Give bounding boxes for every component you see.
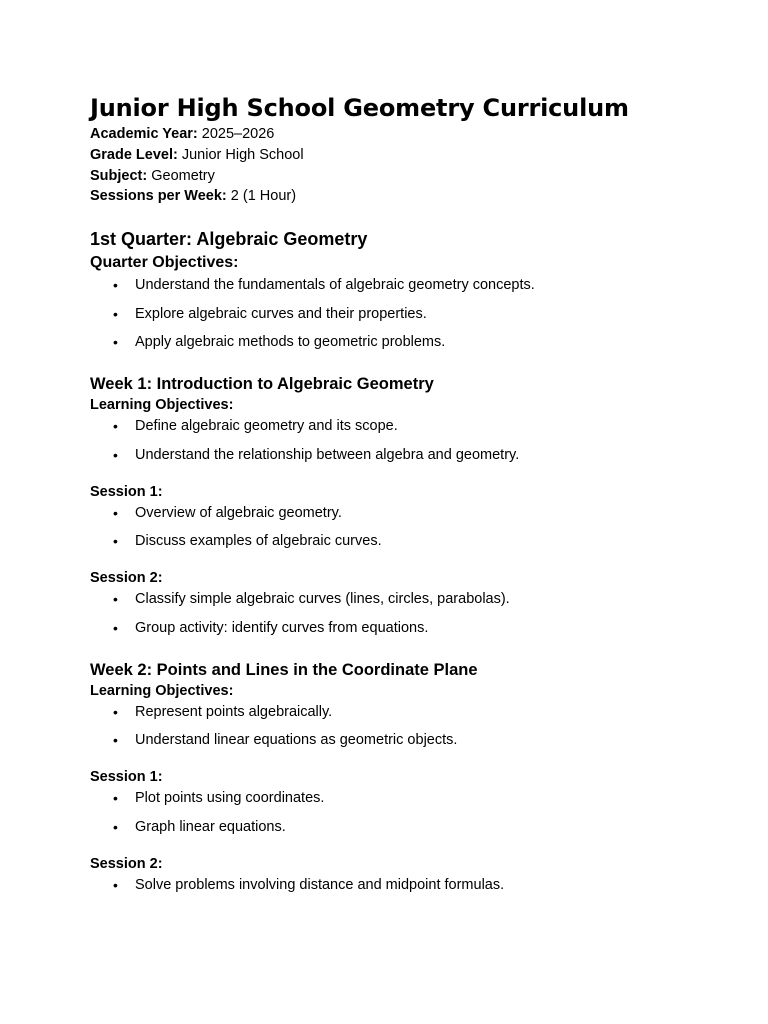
bullet-icon: •	[113, 818, 118, 835]
bullet-icon: •	[113, 277, 118, 294]
bullet-icon: •	[113, 446, 118, 463]
list-item	[90, 817, 710, 837]
quarter-title: 1st Quarter: Algebraic Geometry	[90, 229, 368, 250]
bullet-icon: •	[113, 533, 118, 550]
list-item-text: Apply algebraic methods to geometric problems.	[135, 334, 446, 351]
meta-grade-level	[90, 145, 710, 166]
week-2-objectives-heading: Learning Objectives:	[90, 682, 234, 699]
bullet-icon: •	[113, 703, 118, 720]
list-item-text: Discuss examples of algebraic curves.	[135, 533, 382, 550]
list-item-text: Classify simple algebraic curves (lines, circles, parabolas).	[135, 591, 510, 608]
meta-value: Junior High School	[177, 146, 304, 163]
document-title: Junior High School Geometry Curriculum	[90, 94, 629, 122]
list-item-text: Represent points algebraically.	[135, 703, 333, 720]
meta-label: Grade Level:	[90, 146, 178, 163]
week-1-session-2-heading: Session 2:	[90, 570, 163, 587]
list-item-text: Graph linear equations.	[135, 818, 286, 835]
week-2-title: Week 2: Points and Lines in the Coordinate Plane	[90, 660, 478, 679]
list-item	[90, 702, 710, 722]
week-1-objectives-list	[90, 416, 710, 465]
list-item	[90, 531, 710, 551]
list-item-text: Explore algebraic curves and their properties.	[135, 305, 427, 322]
bullet-icon: •	[113, 504, 118, 521]
week-2-session-2-list	[90, 875, 710, 895]
meta-label: Academic Year:	[90, 126, 198, 142]
bullet-icon: •	[113, 591, 118, 608]
meta-subject	[90, 166, 710, 187]
week-1-session-1-list	[90, 503, 710, 552]
meta-academic-year	[90, 124, 710, 145]
meta-label: Sessions per Week:	[90, 188, 227, 205]
bullet-icon: •	[113, 732, 118, 749]
list-item-text: Overview of algebraic geometry.	[135, 504, 342, 521]
list-item	[90, 730, 710, 750]
week-2-session-1-heading: Session 1:	[90, 769, 163, 786]
week-1-objectives-heading: Learning Objectives:	[90, 397, 234, 414]
quarter-objectives-list	[90, 275, 710, 352]
week-2-session-1-list	[90, 788, 710, 837]
list-item	[90, 304, 710, 324]
list-item	[90, 503, 710, 523]
week-2-session-2-heading: Session 2:	[90, 855, 163, 872]
list-item-text: Understand the fundamentals of algebraic geometry concepts.	[135, 277, 535, 294]
week-1-session-2-list	[90, 589, 710, 638]
bullet-icon: •	[113, 876, 118, 893]
meta-value: 2025–2026	[197, 126, 275, 142]
list-item	[90, 445, 710, 465]
week-1-title: Week 1: Introduction to Algebraic Geometry	[90, 375, 434, 394]
bullet-icon: •	[113, 619, 118, 636]
meta-block	[90, 124, 710, 207]
meta-label: Subject:	[90, 167, 148, 184]
list-item-text: Group activity: identify curves from equations.	[135, 619, 429, 636]
list-item-text: Plot points using coordinates.	[135, 790, 325, 807]
list-item-text: Understand the relationship between algebra and geometry.	[135, 446, 520, 463]
list-item-text: Solve problems involving distance and midpoint formulas.	[135, 876, 505, 893]
meta-value: Geometry	[147, 167, 215, 184]
bullet-icon: •	[113, 334, 118, 351]
bullet-icon: •	[113, 305, 118, 322]
list-item	[90, 589, 710, 609]
list-item-text: Define algebraic geometry and its scope.	[135, 418, 398, 435]
list-item	[90, 875, 710, 895]
quarter-objectives-heading: Quarter Objectives:	[90, 254, 239, 272]
bullet-icon: •	[113, 418, 118, 435]
list-item	[90, 788, 710, 808]
list-item	[90, 332, 710, 352]
week-2-objectives-list	[90, 702, 710, 751]
document-page	[90, 92, 710, 895]
meta-sessions-per-week	[90, 186, 710, 207]
meta-value: 2 (1 Hour)	[226, 188, 297, 205]
bullet-icon: •	[113, 790, 118, 807]
list-item	[90, 416, 710, 436]
list-item	[90, 618, 710, 638]
list-item-text: Understand linear equations as geometric objects.	[135, 732, 458, 749]
list-item	[90, 275, 710, 295]
week-1-session-1-heading: Session 1:	[90, 483, 163, 500]
